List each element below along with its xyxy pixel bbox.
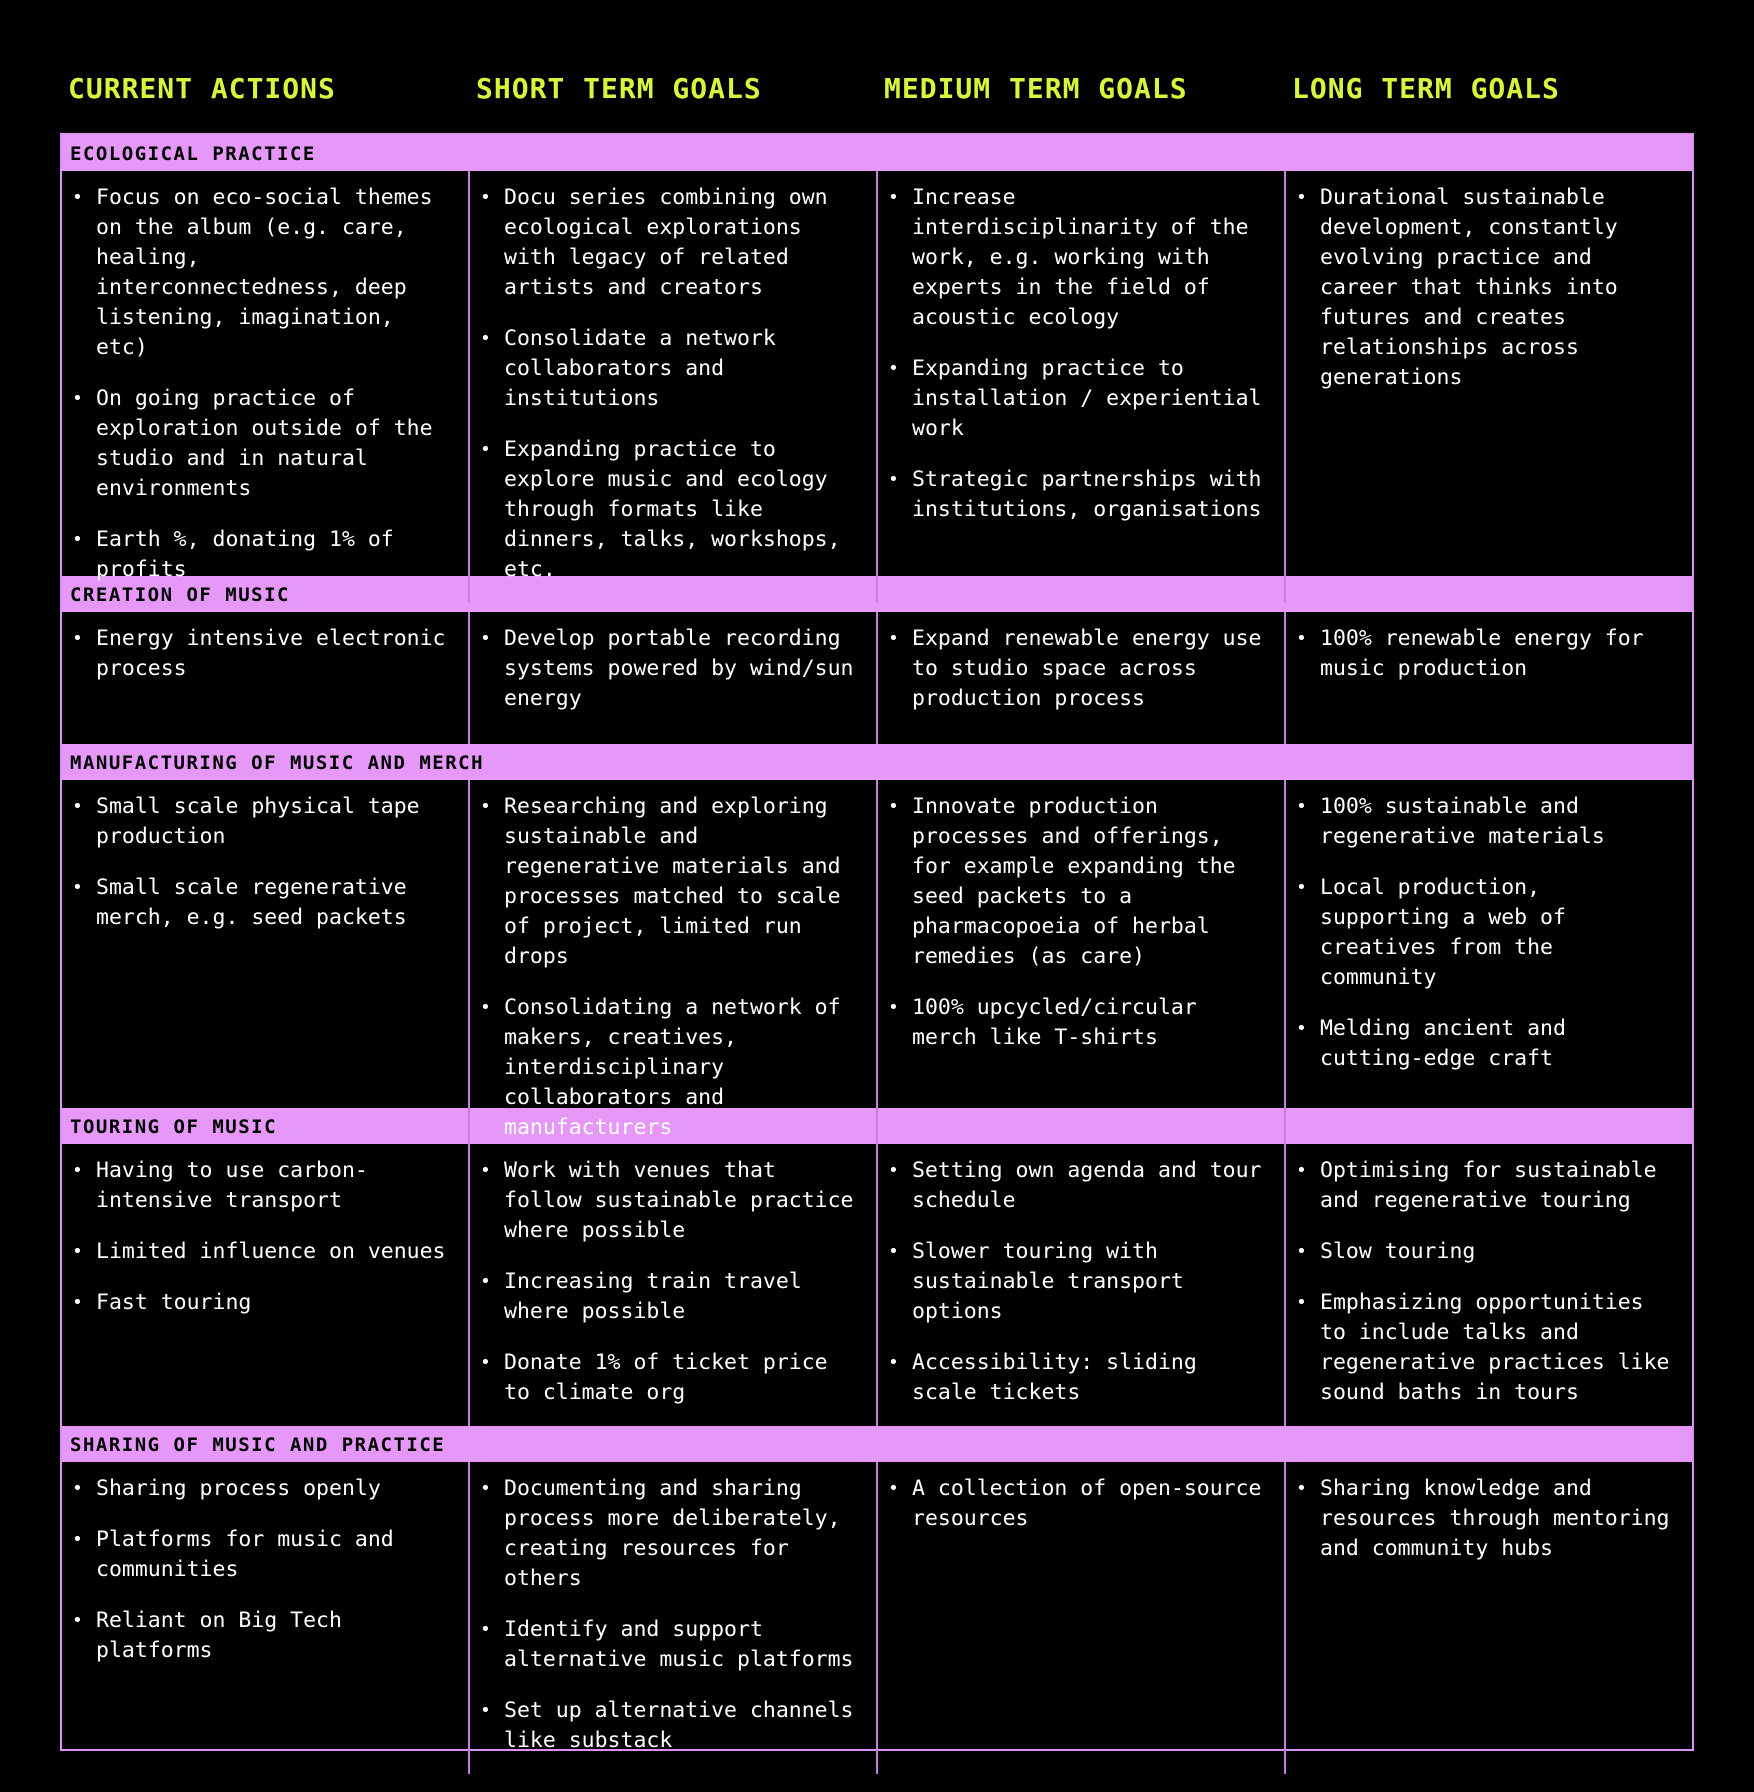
- list-item: [478, 183, 858, 303]
- list-item-text: Expanding practice to explore music and ecology through formats like dinners, talks, workshops, etc.: [504, 437, 841, 582]
- list-item-text: Set up alternative channels like substack: [504, 1698, 854, 1753]
- bullet-icon: •: [480, 1700, 491, 1721]
- cell-touring-of-music-current-actions: [62, 1144, 470, 1426]
- bullet-icon: •: [1296, 1292, 1307, 1313]
- bullet-icon: •: [1296, 1018, 1307, 1039]
- section-row-sharing-of-music-and-practice: [62, 1462, 1692, 1753]
- list-item-text: Local production, supporting a web of creatives from the community: [1320, 875, 1566, 990]
- column-header-current-actions: CURRENT ACTIONS: [68, 72, 336, 105]
- list-item: [886, 624, 1266, 714]
- bullet-icon: •: [72, 1241, 83, 1262]
- section-header-ecological-practice: ECOLOGICAL PRACTICE: [62, 135, 1692, 171]
- bullet-icon: •: [888, 1478, 899, 1499]
- bullet-icon: •: [480, 1619, 491, 1640]
- list-item: [70, 183, 450, 363]
- list-item: [886, 354, 1266, 444]
- list-item-text: Docu series combining own ecological explorations with legacy of related artists and creators: [504, 185, 828, 300]
- bullet-list: [1294, 1156, 1674, 1408]
- bullet-icon: •: [1296, 1478, 1307, 1499]
- bullet-icon: •: [72, 796, 83, 817]
- list-item: [1294, 792, 1674, 852]
- list-item: [70, 1237, 450, 1267]
- cell-manufacturing-of-music-and-merch-current-actions: [62, 780, 470, 1161]
- list-item-text: Strategic partnerships with institutions, organisations: [912, 467, 1262, 522]
- list-item: [886, 465, 1266, 525]
- section-row-touring-of-music: [62, 1144, 1692, 1426]
- section-header-touring-of-music: TOURING OF MUSIC: [62, 1108, 1692, 1144]
- list-item: [886, 993, 1266, 1053]
- list-item: [478, 1474, 858, 1594]
- list-item-text: Limited influence on venues: [96, 1239, 446, 1264]
- bullet-list: [478, 1474, 858, 1756]
- list-item-text: Work with venues that follow sustainable practice where possible: [504, 1158, 854, 1243]
- list-item-text: Durational sustainable development, constantly evolving practice and career that thinks into futures and creates relationships across generations: [1320, 185, 1618, 390]
- cell-touring-of-music-long-term-goals: [1286, 1144, 1692, 1426]
- bullet-icon: •: [480, 187, 491, 208]
- list-item-text: Expand renewable energy use to studio space across production process: [912, 626, 1262, 711]
- bullet-icon: •: [480, 997, 491, 1018]
- bullet-icon: •: [1296, 796, 1307, 817]
- list-item-text: Sharing knowledge and resources through mentoring and community hubs: [1320, 1476, 1670, 1561]
- list-item-text: Increasing train travel where possible: [504, 1269, 802, 1324]
- bullet-icon: •: [1296, 1241, 1307, 1262]
- list-item-text: Fast touring: [96, 1290, 252, 1315]
- list-item: [886, 1474, 1266, 1534]
- bullet-list: [478, 1156, 858, 1408]
- bullet-list: [478, 792, 858, 1143]
- bullet-icon: •: [72, 529, 83, 550]
- list-item: [886, 1156, 1266, 1216]
- bullet-icon: •: [1296, 187, 1307, 208]
- bullet-icon: •: [480, 328, 491, 349]
- cell-sharing-of-music-and-practice-medium-term-goals: [878, 1462, 1286, 1774]
- cell-touring-of-music-medium-term-goals: [878, 1144, 1286, 1426]
- bullet-list: [886, 1474, 1266, 1534]
- list-item: [1294, 1288, 1674, 1408]
- bullet-icon: •: [1296, 628, 1307, 649]
- cell-creation-of-music-short-term-goals: [470, 612, 878, 744]
- list-item: [478, 1696, 858, 1756]
- section-row-creation-of-music: [62, 612, 1692, 744]
- list-item-text: 100% renewable energy for music production: [1320, 626, 1644, 681]
- bullet-list: [1294, 1474, 1674, 1564]
- list-item: [478, 324, 858, 414]
- bullet-list: [886, 183, 1266, 525]
- bullet-list: [70, 1474, 450, 1666]
- bullet-icon: •: [72, 1529, 83, 1550]
- list-item-text: Slow touring: [1320, 1239, 1476, 1264]
- list-item: [70, 792, 450, 852]
- list-item: [1294, 1474, 1674, 1564]
- list-item: [478, 993, 858, 1143]
- list-item-text: Slower touring with sustainable transport options: [912, 1239, 1184, 1324]
- list-item: [886, 1237, 1266, 1327]
- list-item: [1294, 1156, 1674, 1216]
- list-item: [1294, 1237, 1674, 1267]
- list-item-text: Small scale physical tape production: [96, 794, 420, 849]
- list-item: [1294, 1014, 1674, 1074]
- bullet-icon: •: [72, 1478, 83, 1499]
- bullet-list: [1294, 624, 1674, 684]
- list-item-text: A collection of open-source resources: [912, 1476, 1262, 1531]
- section-header-manufacturing-of-music-and-merch: MANUFACTURING OF MUSIC AND MERCH: [62, 744, 1692, 780]
- section-row-ecological-practice: [62, 171, 1692, 582]
- list-item-text: Documenting and sharing process more deliberately, creating resources for others: [504, 1476, 841, 1591]
- list-item-text: Accessibility: sliding scale tickets: [912, 1350, 1197, 1405]
- bullet-icon: •: [480, 1271, 491, 1292]
- bullet-icon: •: [888, 796, 899, 817]
- list-item: [478, 1615, 858, 1675]
- list-item-text: Donate 1% of ticket price to climate org: [504, 1350, 828, 1405]
- list-item-text: On going practice of exploration outside of the studio and in natural environments: [96, 386, 433, 501]
- bullet-icon: •: [888, 997, 899, 1018]
- list-item: [478, 792, 858, 972]
- list-item: [478, 1156, 858, 1246]
- list-item-text: Researching and exploring sustainable and regenerative materials and processes matched to scale of project, limited run drops: [504, 794, 841, 969]
- list-item-text: Energy intensive electronic process: [96, 626, 446, 681]
- list-item: [478, 1267, 858, 1327]
- list-item: [70, 1156, 450, 1216]
- list-item-text: Innovate production processes and offerings, for example expanding the seed packets to a pharmacopoeia of herbal remedies (as care): [912, 794, 1236, 969]
- bullet-list: [70, 624, 450, 684]
- list-item: [886, 183, 1266, 333]
- list-item: [70, 1288, 450, 1318]
- bullet-icon: •: [888, 1241, 899, 1262]
- bullet-list: [478, 183, 858, 585]
- list-item: [478, 624, 858, 714]
- bullet-icon: •: [72, 1160, 83, 1181]
- list-item: [70, 1525, 450, 1585]
- list-item: [70, 873, 450, 933]
- bullet-icon: •: [72, 187, 83, 208]
- list-item-text: 100% sustainable and regenerative materials: [1320, 794, 1605, 849]
- list-item: [478, 1348, 858, 1408]
- list-item-text: 100% upcycled/circular merch like T-shirts: [912, 995, 1197, 1050]
- bullet-list: [70, 183, 450, 585]
- bullet-icon: •: [888, 628, 899, 649]
- cell-sharing-of-music-and-practice-long-term-goals: [1286, 1462, 1692, 1774]
- bullet-icon: •: [888, 358, 899, 379]
- cell-manufacturing-of-music-and-merch-long-term-goals: [1286, 780, 1692, 1161]
- bullet-icon: •: [480, 1160, 491, 1181]
- list-item-text: Increase interdisciplinarity of the work, e.g. working with experts in the field of acoustic ecology: [912, 185, 1249, 330]
- section-header-creation-of-music: CREATION OF MUSIC: [62, 576, 1692, 612]
- list-item: [70, 1474, 450, 1504]
- list-item-text: Expanding practice to installation / experiential work: [912, 356, 1262, 441]
- bullet-icon: •: [1296, 1160, 1307, 1181]
- list-item-text: Emphasizing opportunities to include talks and regenerative practices like sound baths in tours: [1320, 1290, 1670, 1405]
- cell-ecological-practice-current-actions: [62, 171, 470, 603]
- column-header-short-term-goals: SHORT TERM GOALS: [476, 72, 762, 105]
- list-item-text: Sharing process openly: [96, 1476, 381, 1501]
- bullet-list: [886, 624, 1266, 714]
- bullet-icon: •: [72, 877, 83, 898]
- bullet-icon: •: [480, 439, 491, 460]
- list-item: [1294, 624, 1674, 684]
- bullet-icon: •: [888, 1160, 899, 1181]
- bullet-list: [70, 792, 450, 933]
- list-item: [478, 435, 858, 585]
- bullet-icon: •: [72, 1292, 83, 1313]
- list-item: [886, 1348, 1266, 1408]
- cell-manufacturing-of-music-and-merch-short-term-goals: [470, 780, 878, 1161]
- bullet-icon: •: [480, 628, 491, 649]
- bullet-list: [70, 1156, 450, 1318]
- bullet-icon: •: [1296, 877, 1307, 898]
- list-item-text: Optimising for sustainable and regenerative touring: [1320, 1158, 1657, 1213]
- list-item: [70, 525, 450, 585]
- list-item-text: Small scale regenerative merch, e.g. seed packets: [96, 875, 407, 930]
- list-item: [70, 624, 450, 684]
- cell-ecological-practice-medium-term-goals: [878, 171, 1286, 603]
- bullet-list: [1294, 183, 1674, 393]
- bullet-icon: •: [480, 796, 491, 817]
- column-header-medium-term-goals: MEDIUM TERM GOALS: [884, 72, 1188, 105]
- list-item-text: Reliant on Big Tech platforms: [96, 1608, 342, 1663]
- bullet-icon: •: [72, 628, 83, 649]
- cell-manufacturing-of-music-and-merch-medium-term-goals: [878, 780, 1286, 1161]
- list-item-text: Melding ancient and cutting-edge craft: [1320, 1016, 1566, 1071]
- column-header-long-term-goals: LONG TERM GOALS: [1292, 72, 1560, 105]
- list-item-text: Consolidate a network collaborators and institutions: [504, 326, 776, 411]
- list-item-text: Develop portable recording systems powered by wind/sun energy: [504, 626, 854, 711]
- list-item-text: Earth %, donating 1% of profits: [96, 527, 394, 582]
- bullet-list: [886, 1156, 1266, 1408]
- bullet-list: [1294, 792, 1674, 1074]
- bullet-icon: •: [480, 1478, 491, 1499]
- list-item-text: Consolidating a network of makers, creatives, interdisciplinary collaborators and manufacturers: [504, 995, 841, 1140]
- cell-sharing-of-music-and-practice-current-actions: [62, 1462, 470, 1774]
- bullet-icon: •: [888, 1352, 899, 1373]
- list-item-text: Identify and support alternative music platforms: [504, 1617, 854, 1672]
- bullet-icon: •: [72, 1610, 83, 1631]
- column-header-row: [60, 54, 1694, 124]
- bullet-icon: •: [888, 187, 899, 208]
- goals-table: [60, 133, 1694, 1751]
- list-item: [70, 1606, 450, 1666]
- list-item: [1294, 873, 1674, 993]
- cell-sharing-of-music-and-practice-short-term-goals: [470, 1462, 878, 1774]
- list-item: [886, 792, 1266, 972]
- cell-creation-of-music-medium-term-goals: [878, 612, 1286, 744]
- cell-creation-of-music-long-term-goals: [1286, 612, 1692, 744]
- cell-ecological-practice-short-term-goals: [470, 171, 878, 603]
- bullet-list: [886, 792, 1266, 1053]
- cell-creation-of-music-current-actions: [62, 612, 470, 744]
- bullet-icon: •: [480, 1352, 491, 1373]
- bullet-list: [478, 624, 858, 714]
- list-item-text: Focus on eco-social themes on the album (e.g. care, healing, interconnectedness, deep listening, imagination, etc): [96, 185, 433, 360]
- bullet-icon: •: [888, 469, 899, 490]
- list-item-text: Setting own agenda and tour schedule: [912, 1158, 1262, 1213]
- bullet-icon: •: [72, 388, 83, 409]
- cell-touring-of-music-short-term-goals: [470, 1144, 878, 1426]
- list-item: [1294, 183, 1674, 393]
- section-header-sharing-of-music-and-practice: SHARING OF MUSIC AND PRACTICE: [62, 1426, 1692, 1462]
- list-item: [70, 384, 450, 504]
- list-item-text: Having to use carbon-intensive transport: [96, 1158, 368, 1213]
- list-item-text: Platforms for music and communities: [96, 1527, 394, 1582]
- cell-ecological-practice-long-term-goals: [1286, 171, 1692, 603]
